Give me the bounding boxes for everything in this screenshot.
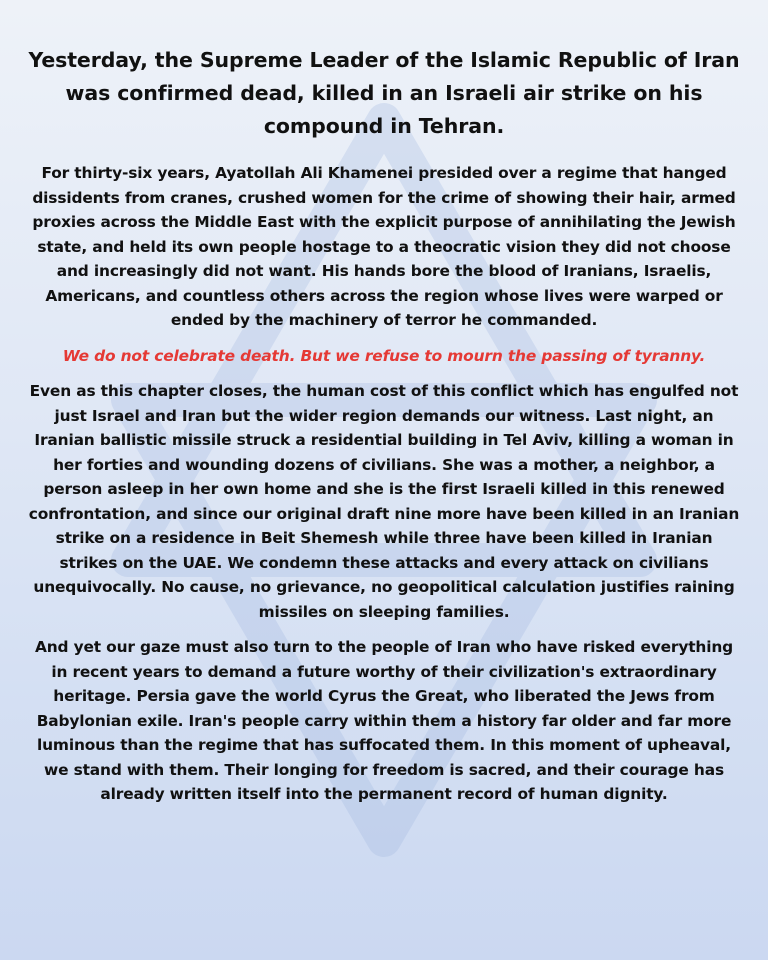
statement	[28, 0, 740, 807]
highlighted-statement: We do not celebrate death. But we refuse to mourn the passing of tyranny.	[62, 346, 706, 365]
paragraph-human-cost: Even as this chapter closes, the human cost of this conflict which has engulfed not just Israel and Iran but the wider region demands our witness. Last night, an Iranian ballistic missile struck a residential building in Tel Aviv, killing a woman in her forties and wounding dozens of civilians. She was a mother, a neighbor, a person asleep in her own home and she is the first Israeli killed in this renewed confrontation, and since our original draft nine more have been killed in an Iranian strike on a residence in Beit Shemesh while three have been killed in Iranian strikes on the UAE. We condemn these attacks and every attack on civilians unequivocally. No cause, no grievance, no geopolitical calculation justifies raining missiles on sleeping families.	[28, 382, 740, 621]
paragraph-khamenei-record: For thirty-six years, Ayatollah Ali Khamenei presided over a regime that hanged dissidents from cranes, crushed women for the crime of showing their hair, armed proxies across the Middle East with the explicit purpose of annihilating the Jewish state, and held its own people hostage to a theocratic vision they did not choose and increasingly did not want. His hands bore the blood of Iranians, Israelis, Americans, and countless others across the region whose lives were warped or ended by the machinery of terror he commanded.	[32, 164, 736, 329]
paragraph-people-of-iran: And yet our gaze must also turn to the people of Iran who have risked everything in recent years to demand a future worthy of their civilization's extraordinary heritage. Persia gave the world Cyrus the Great, who liberated the Jews from Babylonian exile. Iran's people carry within them a history far older and far more luminous than the regime that has suffocated them. In this moment of upheaval, we stand with them. Their longing for freedom is sacred, and their courage has already written itself into the permanent record of human dignity.	[34, 638, 734, 803]
headline: Yesterday, the Supreme Leader of the Islamic Republic of Iran was confirmed dead, killed in an Israeli air strike on his compound in Tehran.	[28, 48, 740, 138]
